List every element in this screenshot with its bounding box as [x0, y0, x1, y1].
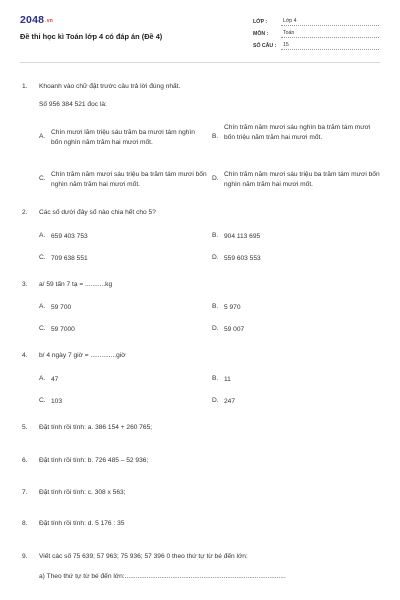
- question-8: [22, 520, 380, 530]
- option-label: D.: [212, 254, 219, 261]
- question-number: 3.: [22, 281, 28, 288]
- option-text: 709 638 551: [51, 255, 88, 262]
- option-text: 5 970: [224, 304, 241, 311]
- question-5: [22, 424, 380, 434]
- question-7: [22, 489, 380, 499]
- option-text: 103: [51, 398, 63, 405]
- question-number: 4.: [22, 352, 28, 359]
- option-text: 47: [51, 376, 59, 383]
- exam-meta-box: [253, 14, 379, 50]
- option-text: 59 7000: [51, 326, 75, 333]
- q3-option-d[interactable]: [212, 325, 372, 335]
- option-label: D.: [212, 175, 219, 182]
- option-label: A.: [39, 133, 46, 140]
- option-text: 59 700: [51, 304, 72, 311]
- question-text: Viết các số 75 639; 57 963; 75 936; 57 396 0 theo thứ tự từ bé đến lớn:: [39, 553, 248, 560]
- q3-option-c[interactable]: [39, 325, 199, 335]
- meta-label: LỚP :: [253, 18, 268, 25]
- question-number: 6.: [22, 457, 28, 464]
- q4-option-d[interactable]: [212, 397, 372, 407]
- q1-option-c[interactable]: [39, 170, 207, 192]
- question-text: Đặt tính rồi tính: b. 726 485 – 52 936;: [39, 457, 149, 464]
- option-label: C.: [39, 175, 46, 182]
- question-9-part-a: a) Theo thứ tự từ bé đến lớn:........................................................................................: [39, 573, 286, 580]
- q1-option-b[interactable]: [212, 123, 380, 155]
- option-label: B.: [212, 303, 219, 310]
- option-label: A.: [39, 303, 46, 310]
- option-text: 904 113 695: [224, 233, 261, 240]
- meta-value: 15: [281, 42, 379, 51]
- option-text: Chín trăm năm mươi sáu triệu ba trăm tám mươi bốn nghìn năm trăm hai mươi mốt.: [51, 171, 207, 188]
- question-number: 2.: [22, 209, 28, 216]
- meta-row-subject: [253, 26, 379, 38]
- option-text: 659 403 753: [51, 233, 88, 240]
- meta-value: Toán: [281, 30, 379, 39]
- site-logo[interactable]: [20, 14, 53, 26]
- document-title: Đề thi học kì Toán lớp 4 có đáp án (Đề 4): [20, 32, 163, 41]
- question-number: 9.: [22, 553, 28, 560]
- option-label: D.: [212, 325, 219, 332]
- header-divider: [20, 62, 380, 63]
- logo-main-text: 2048: [20, 14, 45, 26]
- question-text: Đặt tính rồi tính: d. 5 176 : 35: [39, 520, 125, 527]
- meta-label: SỐ CÂU :: [253, 42, 277, 49]
- question-text: Khoanh vào chữ đặt trước câu trả lời đúng nhất.: [39, 83, 181, 90]
- logo-suffix-text: .vn: [45, 18, 53, 24]
- option-text: 247: [224, 398, 236, 405]
- q2-option-a[interactable]: [39, 232, 199, 242]
- option-text: 11: [224, 376, 231, 383]
- option-label: D.: [212, 397, 219, 404]
- question-number: 8.: [22, 520, 28, 527]
- question-text: Đặt tính rồi tính: a. 386 154 + 260 765;: [39, 424, 153, 431]
- q3-option-b[interactable]: [212, 303, 372, 313]
- question-number: 7.: [22, 489, 28, 496]
- question-2: [22, 209, 380, 219]
- meta-row-class: [253, 14, 379, 26]
- option-label: B.: [212, 232, 219, 239]
- q2-option-d[interactable]: [212, 254, 372, 264]
- option-text: 59 007: [224, 326, 245, 333]
- question-1: [22, 83, 380, 93]
- option-label: B.: [212, 375, 219, 382]
- question-number: 5.: [22, 424, 28, 431]
- question-4: [22, 352, 380, 362]
- meta-label: MÔN :: [253, 30, 269, 37]
- question-1-prompt: Số 956 384 521 đọc là:: [39, 101, 107, 108]
- question-6: [22, 457, 380, 467]
- q3-option-a[interactable]: [39, 303, 199, 313]
- option-text: 559 603 553: [224, 255, 261, 262]
- q4-option-b[interactable]: [212, 375, 372, 385]
- option-label: C.: [39, 325, 46, 332]
- q2-option-c[interactable]: [39, 254, 199, 264]
- question-number: 1.: [22, 83, 28, 90]
- option-label: C.: [39, 397, 46, 404]
- q4-option-a[interactable]: [39, 375, 199, 385]
- q1-option-a[interactable]: [39, 128, 204, 150]
- option-label: A.: [39, 375, 46, 382]
- option-label: B.: [212, 133, 219, 140]
- option-label: C.: [39, 254, 46, 261]
- question-9: [22, 553, 380, 563]
- meta-row-question-count: [253, 38, 379, 50]
- option-text: Chín mươi lăm triệu sáu trăm ba mươi tám nghìn bốn nghìn năm trăm hai mươi mốt.: [51, 129, 195, 146]
- q2-option-b[interactable]: [212, 232, 372, 242]
- question-text: Các số dưới đây số nào chia hết cho 5?: [39, 209, 156, 216]
- option-text: Chín trăm năm mươi sáu nghìn ba trăm tám mươi bốn triệu năm trăm hai mươi mốt.: [224, 124, 371, 141]
- question-text: a/ 59 tấn 7 tạ = ...........kg: [39, 281, 113, 288]
- option-text: Chín trăm năm mươi sáu triệu ba trăm tám mươi bốn nghìn năm trăm hai mươi mốt.: [224, 171, 380, 188]
- meta-value: Lớp 4: [281, 18, 379, 27]
- q1-option-d[interactable]: [212, 170, 380, 192]
- question-text: b/ 4 ngày 7 giờ = ..............giờ: [39, 352, 126, 359]
- question-text: Đặt tính rồi tính: c. 308 x 563;: [39, 489, 126, 496]
- q4-option-c[interactable]: [39, 397, 199, 407]
- question-3: [22, 281, 380, 291]
- option-label: A.: [39, 232, 46, 239]
